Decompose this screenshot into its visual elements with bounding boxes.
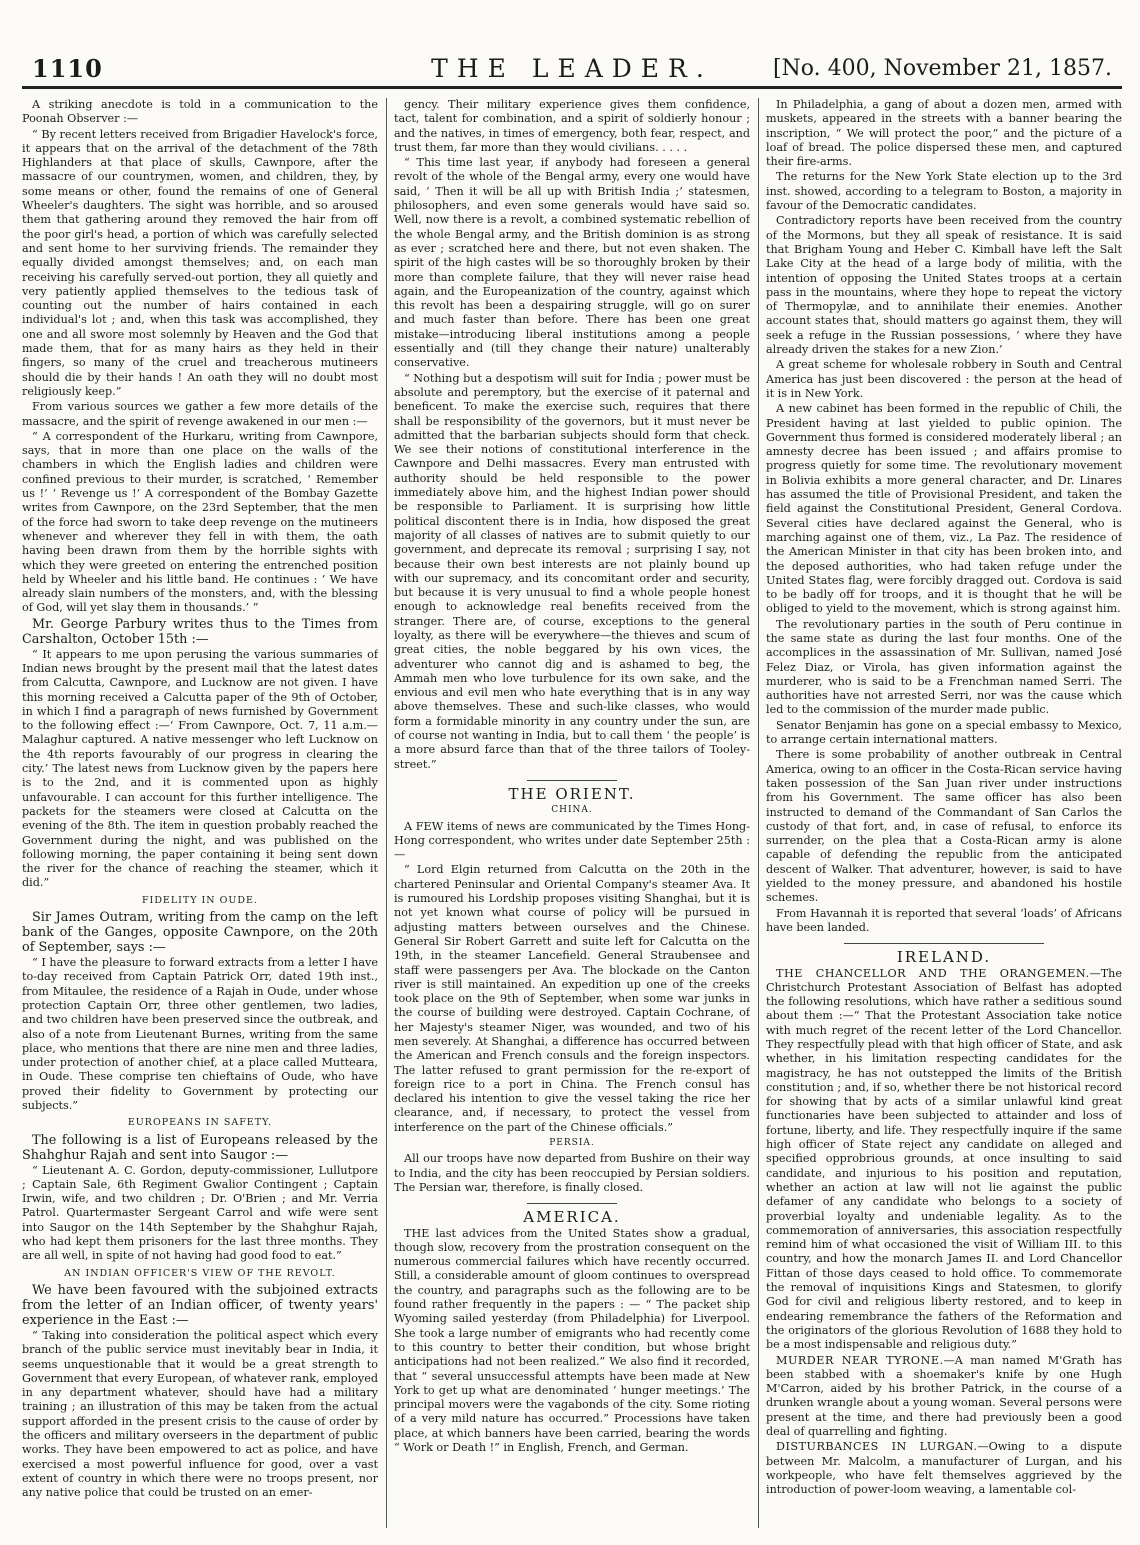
column-3 (766, 98, 1122, 1538)
paragraph: “ It appears to me upon perusing the various summaries of Indian news brought by the present mail that the latest dates from Calcutta, Cawnpore, and Lucknow are not given. I have this morning received a Calcutta paper of the 9th of October, in which I find a paragraph of news furnished by Government to the following effect :—‘ From Cawnpore, Oct. 7, 11 a.m.—Malaghur captured. A native messenger who left Lucknow on the 4th reports favourably of our progress in clearing the city.’ The latest news from Lucknow given by the papers here is to the 2nd, and it is commented upon as highly unfavourable. I can account for this further intelligence. The packets for the steamers were closed at Calcutta on the evening of the 8th. The item in question probably reached the Government during the night, and was published on the following morning, the paper containing it being sent down the river for the chance of reaching the steamer, which it did.” (22, 647, 378, 890)
section-rule (527, 780, 617, 781)
section-heading-america: AMERICA. (523, 1208, 621, 1227)
paragraph: Senator Benjamin has gone on a special embassy to Mexico, to arrange certain international matters. (766, 718, 1122, 747)
paragraph: gency. Their military experience gives them confidence, tact, talent for combination, and a spirit of soldierly honour ; and the natives, in times of emergency, both fear, respect, and trust them, far more than they would civilians. . . . . (394, 98, 750, 154)
paragraph (766, 1354, 1122, 1440)
subsection-title: MURDER NEAR TYRONE. (776, 1353, 944, 1367)
paragraph (766, 967, 1122, 1353)
paragraph: Mr. George Parbury writes thus to the Times from Carshalton, October 15th :— (22, 616, 378, 647)
column-1 (22, 98, 378, 1538)
paragraph: “ By recent letters received from Brigadier Havelock's force, it appears that on the arrival of the detachment of the 78th Highlanders at that place of skulls, Cawnpore, after the massacre of our countrymen, women, and children, they, by some means or other, found the remains of one of General Wheeler's daughters. The sight was horrible, and so aroused them that gathering around they removed the hair from off the poor girl's head, a portion of which was carefully selected and sent home to her surviving friends. The remainder they equally divided amongst themselves; and, on each man receiving his carefully served-out portion, they all quietly and very patiently applied themselves to the tedious task of counting out the number of hairs contained in each individual's lot ; and, when this task was accomplished, they one and all swore most solemnly by Heaven and the God that made them, that for as many hairs as they held in their fingers, so many of the cruel and treacherous mutineers should die by their hands ! An oath they will no doubt most religiously keep.” (22, 127, 378, 398)
paragraph: “ I have the pleasure to forward extracts from a letter I have to-day received from Captain Patrick Orr, dated 19th inst., from Mitaulee, the residence of a Rajah in Oude, under whose protection Captain Orr, three other gentlemen, two ladies, and two children have been preserved since the outbreak, and also of a note from Lieutenant Burnes, writing from the same place, who mentions that there are nine men and three ladies, under protection of another chief, at a place called Mutteara, in Oude. These comprise ten chieftains of Oude, who have proved their fidelity to Government by protecting our subjects.” (22, 956, 378, 1112)
paragraph: From Havannah it is reported that several ‘loads’ of Africans have been landed. (766, 906, 1122, 934)
subheading-persia: PERSIA. (549, 1138, 595, 1149)
masthead-rule (22, 86, 1122, 89)
column-divider (758, 98, 759, 1528)
column-2 (394, 98, 750, 1538)
issue-date: [No. 400, November 21, 1857. (772, 56, 1112, 81)
newspaper-page (22, 0, 1122, 1545)
paragraph: From various sources we gather a few more details of the massacre, and the spirit of revenge awakened in our men :— (22, 400, 378, 428)
section-heading-fidelity-in-oude: FIDELITY IN OUDE. (141, 894, 259, 906)
paragraph: A striking anecdote is told in a communication to the Poonah Observer :— (22, 98, 378, 126)
paragraph: “ A correspondent of the Hurkaru, writing from Cawnpore, says, that in more than one place on the walls of the chambers in which the English ladies and children were confined previous to their murder, is scratched, ‘ Remember us !’ ‘ Revenge us !’ A correspondent of the Bombay Gazette writes from Cawnpore, on the 23rd September, that the men of the force had sworn to take deep revenge on the mutineers whenever and wherever they fell in with them, the oath having been drawn from them by the horrible sights with which they were greeted on entering the entrenched position held by Wheeler and his little band. He continues : ‘ We have already slain numbers of the monsters, and, with the blessing of God, will yet slay them in thousands.’ ” (22, 429, 378, 615)
newspaper-title: THE LEADER. (431, 54, 713, 83)
paragraph: Sir James Outram, writing from the camp on the left bank of the Ganges, opposite Cawnpore, on the 20th of September, says :— (22, 910, 378, 956)
subsection-body: —The Christchurch Protestant Association of Belfast has adopted the following resolutions, which have rather a seditious sound about them :—“ That the Protestant Association take notice with much regret of the recent letter of the Lord Chancellor. They respectfully plead with that high officer of State, and ask whether, in his limitation respecting candidates for the magistracy, he has not outstepped the limits of the British constitution ; and, if so, whether there be not historical record for showing that by acts of a similar unlawful kind great functionaries have been subjected to attainder and loss of fortune, liberty, and life. They respectfully inquire if the same high officer of State reject any candidate on alleged and specified opprobrious grounds, at once insulting to said candidate, and injurious to his position and reputation, whether an action at law will not lie against the public defamer of any candidate who belongs to a society of proverbial loyalty and undeniable legality. As to the commemoration of anniversaries, this association respectfully remind him of what occasioned the visit of William III. to this country, and how the monarch James II. and Lord Chancellor Fittan of those days ceased to hold office. To commemorate the removal of inquisitions Kings and Statesmen, to glorify God for civil and religious liberty restored, and to keep in endearing remembrance the fathers of the Reformation and the originators of the glorious Revolution of 1688 they hold to be a most indispensable and religious duty.” (766, 966, 1122, 1352)
paragraph: A FEW items of news are communicated by the Times Hong-Hong correspondent, who writes under date September 25th :— (394, 819, 750, 862)
column-divider (386, 98, 387, 1528)
paragraph (766, 1440, 1122, 1497)
paragraph: “ Nothing but a despotism will suit for India ; power must be absolute and peremptory, but the exercise of it paternal and beneficent. To make the exercise such, requires that there shall be responsibility of the governors, but it must never be admitted that the barbarian subjects should form that check. We see their notions of constitutional interference in the Cawnpore and Delhi massacres. Every man entrusted with authority should be held responsible to the power immediately above him, and the highest Indian power should be responsible to Parliament. It is surprising how little political discontent there is in India, how disposed the great majority of all classes of natives are to submit quietly to our government, and deprecate its removal ; surprising I say, not because their own best interests are not plainly bound up with our supremacy, and its concomitant order and security, but because it is very unusual to find a whole people honest enough to acknowledge real benefits received from the stranger. There are, of course, exceptions to the general loyalty, as there will be everywhere—the thieves and scum of great cities, the noble beggared by his own vices, the adventurer who cannot dig and is ashamed to beg, the Ammah men who love turbulence for its own sake, and the envious and evil men who hate everything that is in any way above themselves. These and such-like classes, who would form a formidable minority in any country under the sun, are of course not wanting in India, but to call them ‘ the people’ is a more absurd farce than that of the three tailors of Tooley-street.” (394, 371, 750, 771)
paragraph: THE last advices from the United States show a gradual, though slow, recovery from the prostration consequent on the numerous commercial failures which have recently occurred. Still, a considerable amount of gloom continues to overspread the country, and paragraphs such as the following are to be found rather frequently in the papers : — “ The packet ship Wyoming sailed yesterday (from Philadelphia) for Liverpool. She took a large number of emigrants who had recently come to this country to better their condition, but whose bright anticipations had not been realized.” We also find it recorded, that “ several unsuccessful attempts have been made at New York to get up what are denominated ‘ hunger meetings.’ The principal movers were the vagabonds of the city. Some rioting of a very mild nature has occurred.” Processions have taken place, at which banners have been carried, bearing the words “ Work or Death !” in English, French, and German. (394, 1226, 750, 1455)
subheading-china: CHINA. (551, 805, 593, 816)
section-rule (844, 943, 1044, 944)
subsection-title: THE CHANCELLOR AND THE ORANGEMEN. (776, 966, 1090, 980)
paragraph: There is some probability of another outbreak in Central America, owing to an officer in the Costa-Rican service having taken possession of the San Juan river under instructions from his Government. The same officer has also been instructed to demand of the Commandant of San Carlos the custody of that fort, and, in case of refusal, to enforce its surrender, on the plea that a Costa-Rican army is alone capable of defending the republic from the anticipated descent of Walker. That adventurer, however, is said to have yielded to the money pressure, and abandoned his hostile schemes. (766, 748, 1122, 905)
paragraph: The following is a list of Europeans released by the Shahghur Rajah and sent into Saugor :— (22, 1132, 378, 1163)
paragraph: “ Lord Elgin returned from Calcutta on the 20th in the chartered Peninsular and Oriental Company's steamer Ava. It is rumoured his Lordship proposes visiting Shanghai, but it is not yet known what course of policy will be pursued in adjusting matters between ourselves and the Chinese. General Sir Robert Garrett and suite left for Calcutta on the 19th, in the steamer Lancefield. General Straubensee and staff were passengers per Ava. The blockade on the Canton river is still maintained. An expedition up one of the creeks took place on the 9th of September, when some war junks in the course of building were destroyed. Captain Cochrane, of her Majesty's steamer Niger, was wounded, and two of his men severely. At Shanghai, a difference has occurred between the American and French consuls and the foreign inspectors. The latter refused to grant permission for the re-export of foreign rice to a port in China. The French consul has declared his intention to give the vessel taking the rice her clearance, and, if necessary, to protect the vessel from interference on the part of the Chinese officials.” (394, 863, 750, 1134)
paragraph: “ This time last year, if anybody had foreseen a general revolt of the whole of the Bengal army, every one would have said, ‘ Then it will be all up with British India ;’ statesmen, philosophers, and even some generals would have said so. Well, now there is a revolt, a combined systematic rebellion of the whole Bengal army, and the British dominion is as strong as ever ; scratched here and there, but not even shaken. The spirit of the high castes will be so thoroughly broken by their more than complete failure, that they will never raise head again, and the Europeanization of the country, against which this revolt has been a despairing struggle, will go on surer and much faster than before. There has been one great mistake—introducing liberal institutions among a people essentially and (till they change their nature) unalterably conservative. (394, 156, 750, 370)
section-heading-indian-officer: AN INDIAN OFFICER'S VIEW OF THE REVOLT. (64, 1267, 336, 1279)
subsection-body: —Owing to a dispute between Mr. Malcolm, a manufacturer of Lurgan, and his workpeople, who have felt themselves aggrieved by the introduction of power-loom weaving, a lamentable col- (766, 1440, 1122, 1497)
subsection-body: —A man named M'Grath has been stabbed with a shoemaker's knife by one Hugh M'Carron, aided by his brother Patrick, in the course of a drunken wrangle about a young woman. Several persons were present at the time, and there had previously been a good deal of quarrelling and fighting. (766, 1353, 1122, 1439)
paragraph: All our troops have now departed from Bushire on their way to India, and the city has been reoccupied by Persian soldiers. The Persian war, therefore, is finally closed. (394, 1152, 750, 1194)
paragraph: A new cabinet has been formed in the republic of Chili, the President having at last yielded to public opinion. The Government thus formed is considered moderately liberal ; an amnesty decree has been issued ; and affairs promise to progress quietly for some time. The revolutionary movement in Bolivia exhibits a more general character, and Dr. Linares has assumed the title of Provisional President, and taken the field against the Constitutional President, General Cordova. Several cities have declared against the General, who is marching against one of them, viz., La Paz. The residence of the American Minister in that city has been broken into, and the deposed authorities, who had taken refuge under the United States flag, were forcibly dragged out. Cordova is said to be badly off for troops, and it is thought that he will be obliged to yield to the movement, which is strong against him. (766, 402, 1122, 616)
page-number: 1110 (32, 54, 103, 83)
section-heading-the-orient: THE ORIENT. (508, 784, 636, 803)
paragraph: “ Lieutenant A. C. Gordon, deputy-commissioner, Lullutpore ; Captain Sale, 6th Regiment Gwalior Contingent ; Captain Irwin, wife, and two children ; Dr. O'Brien ; and Mr. Verria Patrol. Quartermaster Sergeant Carrol and wife were sent into Saugor on the 14th September by the Shahghur Rajah, who had kept them prisoners for the last three months. They are all well, in spite of not having had good food to eat.” (22, 1163, 378, 1263)
section-heading-europeans-in-safety: EUROPEANS IN SAFETY. (127, 1117, 273, 1129)
section-heading-ireland: IRELAND. (896, 948, 992, 967)
paragraph: The revolutionary parties in the south of Peru continue in the same state as during the last four months. One of the accomplices in the assassination of Mr. Sullivan, named José Felez Diaz, or Virola, has given information against the murderer, who is said to be a Frenchman named Serri. The authorities have not arrested Serri, nor was the cause which led to the commission of the murder made public. (766, 617, 1122, 717)
subsection-title: DISTURBANCES IN LURGAN. (776, 1440, 978, 1454)
paragraph: In Philadelphia, a gang of about a dozen men, armed with muskets, appeared in the streets with a banner bearing the inscription, “ We will protect the poor,” and the picture of a loaf of bread. The police dispersed these men, and captured their fire-arms. (766, 98, 1122, 169)
paragraph: We have been favoured with the subjoined extracts from the letter of an Indian officer, of twenty years' experience in the East :— (22, 1282, 378, 1328)
paragraph: A great scheme for wholesale robbery in South and Central America has just been discovered : the person at the head of it is in New York. (766, 358, 1122, 400)
paragraph: Contradictory reports have been received from the country of the Mormons, but they all speak of resistance. It is said that Brigham Young and Heber C. Kimball have left the Salt Lake City at the head of a large body of militia, with the intention of opposing the United States troops at a certain pass in the mountains, where they hope to repeat the victory of Thermopylæ, and to annihilate their enemies. Another account states that, should matters go against them, they will seek a refuge in the Russian possessions, ‘ where they have already driven the stakes for a new Zion.’ (766, 214, 1122, 357)
masthead (22, 52, 1122, 92)
section-rule (527, 1203, 617, 1204)
paragraph: The returns for the New York State election up to the 3rd inst. showed, according to a telegram to Boston, a majority in favour of the Democratic candidates. (766, 170, 1122, 213)
paragraph: “ Taking into consideration the political aspect which every branch of the public service must inevitably bear in India, it seems unquestionable that it would be a great strength to Government that every European, of whatever rank, employed in any department whatever, should have had a military training ; an illustration of this may be taken from the actual support afforded in the present crisis to the cause of order by the officers and military overseers in the department of public works. They have been empowered to act as police, and have exercised a most powerful influence for good, over a vast extent of country in which there were no troops present, nor any native police that could be trusted on an emer- (22, 1328, 378, 1500)
